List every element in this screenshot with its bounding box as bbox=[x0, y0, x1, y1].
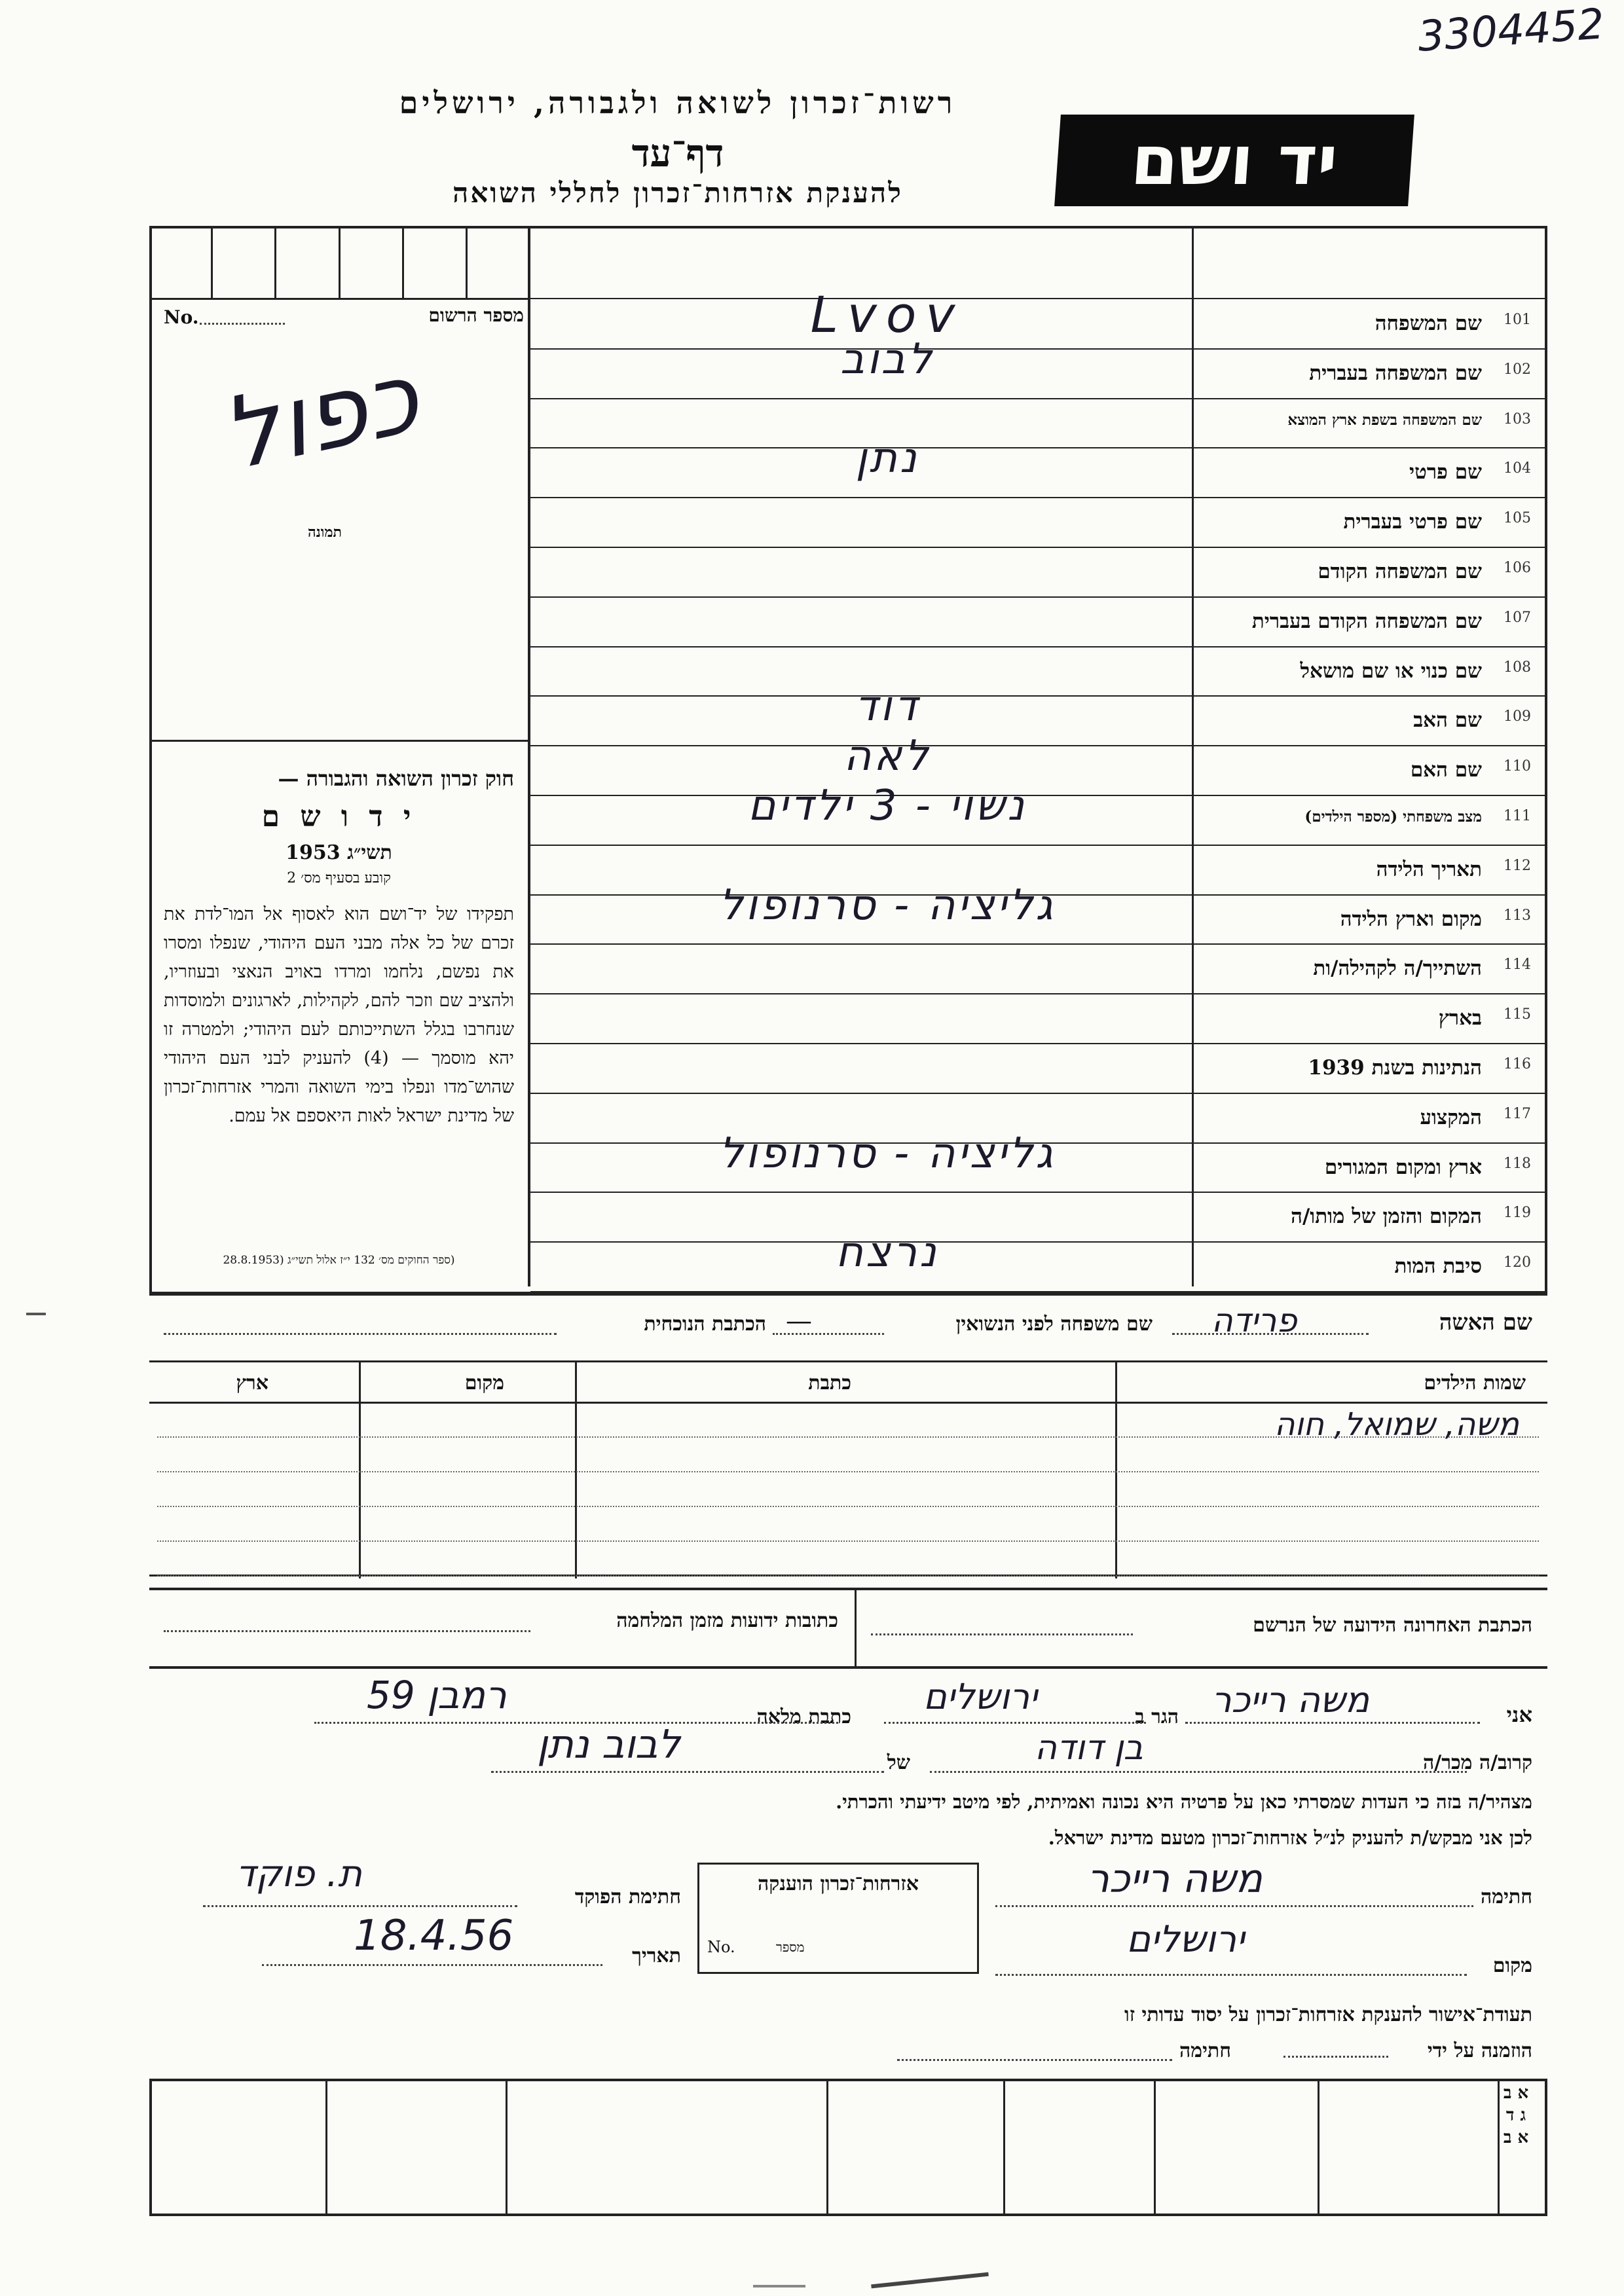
place-label: מקום bbox=[1492, 1954, 1532, 1977]
field-value[interactable]: גליציה - סרנופול bbox=[719, 1129, 1056, 1178]
field-label: המקצוע bbox=[1420, 1105, 1482, 1129]
field-number: 101 bbox=[1504, 312, 1531, 328]
th-address: כתבת bbox=[808, 1372, 851, 1394]
field-value[interactable]: גליציה - סרנופול bbox=[719, 881, 1056, 930]
relative-label: קרוב/ה מכר/ה bbox=[1423, 1751, 1532, 1774]
officer-label: חתימת הפוקד bbox=[574, 1886, 681, 1908]
field-label: מצב משפחתי (מספר הילדים) bbox=[1304, 808, 1482, 826]
field-label: מקום וארץ הלידה bbox=[1340, 907, 1482, 931]
logo-text: יד ושם bbox=[1128, 120, 1340, 200]
field-row-105 bbox=[530, 498, 1547, 548]
bottom-grid bbox=[149, 2079, 1547, 2216]
field-label: המקום והזמן של מותו/ה bbox=[1291, 1205, 1482, 1229]
field-row-107 bbox=[530, 598, 1547, 647]
field-value[interactable]: Lvov bbox=[810, 285, 965, 344]
relation-value[interactable]: בן דודה bbox=[1035, 1728, 1143, 1768]
field-number: 112 bbox=[1504, 857, 1531, 874]
field-number: 115 bbox=[1504, 1006, 1531, 1023]
table-row-line bbox=[157, 1575, 1539, 1576]
law-clause: קובע בסעיף מס׳ 2 bbox=[287, 870, 391, 886]
stamp-title: אזרחות־זכרון הוענקה bbox=[757, 1872, 919, 1895]
field-row-118 bbox=[530, 1129, 1547, 1194]
field-number: 117 bbox=[1504, 1105, 1531, 1122]
field-number: 108 bbox=[1504, 659, 1531, 676]
field-row-115 bbox=[530, 994, 1547, 1044]
photo-handwriting[interactable]: כפול bbox=[212, 340, 428, 493]
last-address-label: הכתבת האחרונה הידועה של הנרשם bbox=[1253, 1614, 1532, 1637]
reg-no: No. bbox=[164, 306, 199, 328]
children-names[interactable]: משה, שמואל, חוה bbox=[1274, 1406, 1519, 1443]
field-label: שם האם bbox=[1410, 758, 1482, 782]
field-number: 116 bbox=[1504, 1056, 1531, 1072]
field-row-102 bbox=[530, 335, 1547, 399]
cert-sig-label: חתימה bbox=[1179, 2039, 1231, 2062]
scan-mark bbox=[753, 2285, 805, 2287]
place-value[interactable]: ירושלים bbox=[1126, 1918, 1245, 1961]
field-label: שם פרטי bbox=[1409, 460, 1482, 484]
table-row-line bbox=[157, 1471, 1539, 1472]
of-name[interactable]: לבוב נתן bbox=[537, 1722, 680, 1768]
th-children: שמות הילדים bbox=[1424, 1372, 1526, 1394]
field-value[interactable]: לבוב bbox=[840, 335, 934, 384]
field-label: השתייך/ה לקהילה/ות bbox=[1313, 957, 1482, 981]
law-year: תשי״ג 1953 bbox=[286, 841, 392, 864]
field-label: בארץ bbox=[1438, 1006, 1482, 1030]
law-footer: (ספר החוקים מס׳ 132 י״ז אלול תשי״ג (28.8.1953 bbox=[223, 1254, 455, 1267]
field-row-116 bbox=[530, 1044, 1547, 1094]
field-number: 104 bbox=[1504, 460, 1531, 477]
officer-signature[interactable]: ת. פוקד bbox=[236, 1853, 362, 1895]
th-country: ארץ bbox=[236, 1372, 268, 1394]
law-text: תפקידו של יד־ושם הוא לאסוף אל המו־לדת את זכרם של כל אלה מבני העם היהודי, שנפלו ומסרו את נפשם, נלחמו ומרדו באויב הנאצי ובעוזריו, ולהציב שם וזכר להם, לקהילות, לארגונים ולמוסדות שנחרבו בגלל השתייכותם לעם היהודי; ולמטרה זו יהא מוסמך — (4) להעניק לבני העם היהודי שהוש־מדו ונפלו בימי השואה והמרי אזרחות־זכרון של מדינת ישראל לאות היאספם אל עמם. bbox=[164, 904, 514, 1126]
date-label: תאריך bbox=[632, 1944, 681, 1967]
declarant-name[interactable]: משה רייכר bbox=[1211, 1679, 1370, 1721]
field-row-104 bbox=[530, 434, 1547, 498]
wife-label: שם האשה bbox=[1439, 1309, 1532, 1336]
field-value[interactable]: נתן bbox=[855, 434, 919, 483]
field-number: 118 bbox=[1504, 1155, 1531, 1172]
field-row-114 bbox=[530, 945, 1547, 994]
declaration-1: מצהיר/ה בזה כי העדות שמסרתי כאן על פרטיה היא נכונה ואמיתית, לפי מיטב ידיעתי והכרתי. bbox=[836, 1791, 1532, 1813]
cert-line-1: תעודת־אישור להענקת אזרחות־זכרון על יסוד עדותי זו bbox=[1124, 2003, 1532, 2026]
wife-value[interactable]: פרידה bbox=[1211, 1302, 1297, 1339]
field-number: 120 bbox=[1504, 1254, 1531, 1271]
table-row-line bbox=[157, 1506, 1539, 1507]
table-row-line bbox=[157, 1540, 1539, 1542]
ani-label: אני bbox=[1506, 1702, 1532, 1727]
field-row-106 bbox=[530, 548, 1547, 598]
yad-vashem-logo bbox=[1054, 115, 1414, 206]
field-label: שם המשפחה הקודם bbox=[1318, 560, 1482, 583]
field-number: 107 bbox=[1504, 609, 1531, 626]
field-label: שם האב bbox=[1413, 708, 1482, 733]
field-value[interactable]: דוד bbox=[855, 682, 920, 731]
field-number: 113 bbox=[1504, 907, 1531, 924]
field-number: 114 bbox=[1504, 957, 1531, 974]
field-label: שם המשפחה בעברית bbox=[1309, 361, 1482, 385]
field-label: תאריך הלידה bbox=[1376, 857, 1482, 881]
bottom-side-letters: א ב ג ד א ב bbox=[1503, 2083, 1529, 2147]
field-number: 111 bbox=[1504, 808, 1531, 824]
field-label: שם פרטי בעברית bbox=[1343, 510, 1482, 534]
cert-line-2: הוזמנה על ידי bbox=[1427, 2039, 1532, 2062]
scan-mark bbox=[871, 2272, 989, 2289]
field-number: 119 bbox=[1504, 1205, 1531, 1222]
stamp-no-he: מספר bbox=[776, 1939, 805, 1955]
field-number: 102 bbox=[1504, 361, 1531, 378]
th-place: מקום bbox=[464, 1372, 504, 1394]
photo-label: תמונה bbox=[308, 524, 342, 541]
stamp-no: No. bbox=[707, 1938, 735, 1956]
field-row-111 bbox=[530, 782, 1547, 846]
field-number: 106 bbox=[1504, 560, 1531, 576]
field-label: שם המשפחה בשפת ארץ המוצא bbox=[1287, 410, 1482, 429]
current-address-label: הכתבת הנוכחית bbox=[644, 1313, 766, 1336]
law-title: חוק זכרון השואה והגבורה — bbox=[278, 766, 514, 791]
field-number: 110 bbox=[1504, 758, 1531, 775]
maiden-label: שם משפחה לפני הנשואין bbox=[955, 1313, 1153, 1336]
field-label: ארץ ומקום המגורים bbox=[1324, 1155, 1482, 1179]
declaration-2: לכן אני מבקש/ת להעניק לנ״ל אזרחות־זכרון מטעם מדינת ישראל. bbox=[1048, 1827, 1532, 1849]
archive-number: 3304452 bbox=[1416, 0, 1606, 62]
form-title: דף־עד bbox=[631, 131, 724, 175]
reg-label: מספר הרשום bbox=[428, 304, 524, 326]
field-label: שם כנוי או שם מושאל bbox=[1300, 659, 1482, 683]
form-subtitle: להענקת אזרחות־זכרון לחללי השואה bbox=[452, 177, 903, 209]
field-value[interactable]: לאה bbox=[843, 732, 931, 781]
declarant-address[interactable]: רמבן 59 bbox=[367, 1673, 507, 1717]
address-dash[interactable]: — bbox=[786, 1306, 812, 1336]
declarant-signature[interactable]: משה רייכר bbox=[1087, 1856, 1263, 1902]
authority-title: רשות־זכרון לשואה ולגבורה, ירושלים bbox=[399, 85, 957, 120]
field-number: 109 bbox=[1504, 708, 1531, 725]
law-name: י ד ו ש ם bbox=[261, 800, 416, 833]
of-label: של bbox=[887, 1751, 910, 1774]
field-row-120 bbox=[530, 1228, 1547, 1292]
field-number: 105 bbox=[1504, 510, 1531, 527]
field-label: סיבת המות bbox=[1394, 1254, 1482, 1279]
field-value[interactable]: נרצח bbox=[836, 1228, 939, 1277]
resident-label: הגר ב bbox=[1135, 1705, 1179, 1728]
declarant-city[interactable]: ירושלים bbox=[923, 1676, 1038, 1717]
field-value[interactable]: נשוי - 3 ילדים bbox=[748, 782, 1027, 830]
field-row-113 bbox=[530, 881, 1547, 945]
address-label: כתבת מלאה bbox=[756, 1705, 851, 1728]
sig-label: חתימה bbox=[1481, 1886, 1532, 1908]
field-label: שם המשפחה bbox=[1375, 312, 1482, 335]
field-number: 103 bbox=[1504, 410, 1531, 428]
wartime-address-label: כתובות ידועות מזמן המלחמה bbox=[616, 1609, 838, 1632]
field-label: הנתינות בשנת 1939 bbox=[1308, 1056, 1482, 1080]
date-value[interactable]: 18.4.56 bbox=[354, 1912, 514, 1960]
field-label: שם המשפחה הקודם בעברית bbox=[1251, 609, 1482, 633]
scan-mark bbox=[26, 1313, 46, 1315]
